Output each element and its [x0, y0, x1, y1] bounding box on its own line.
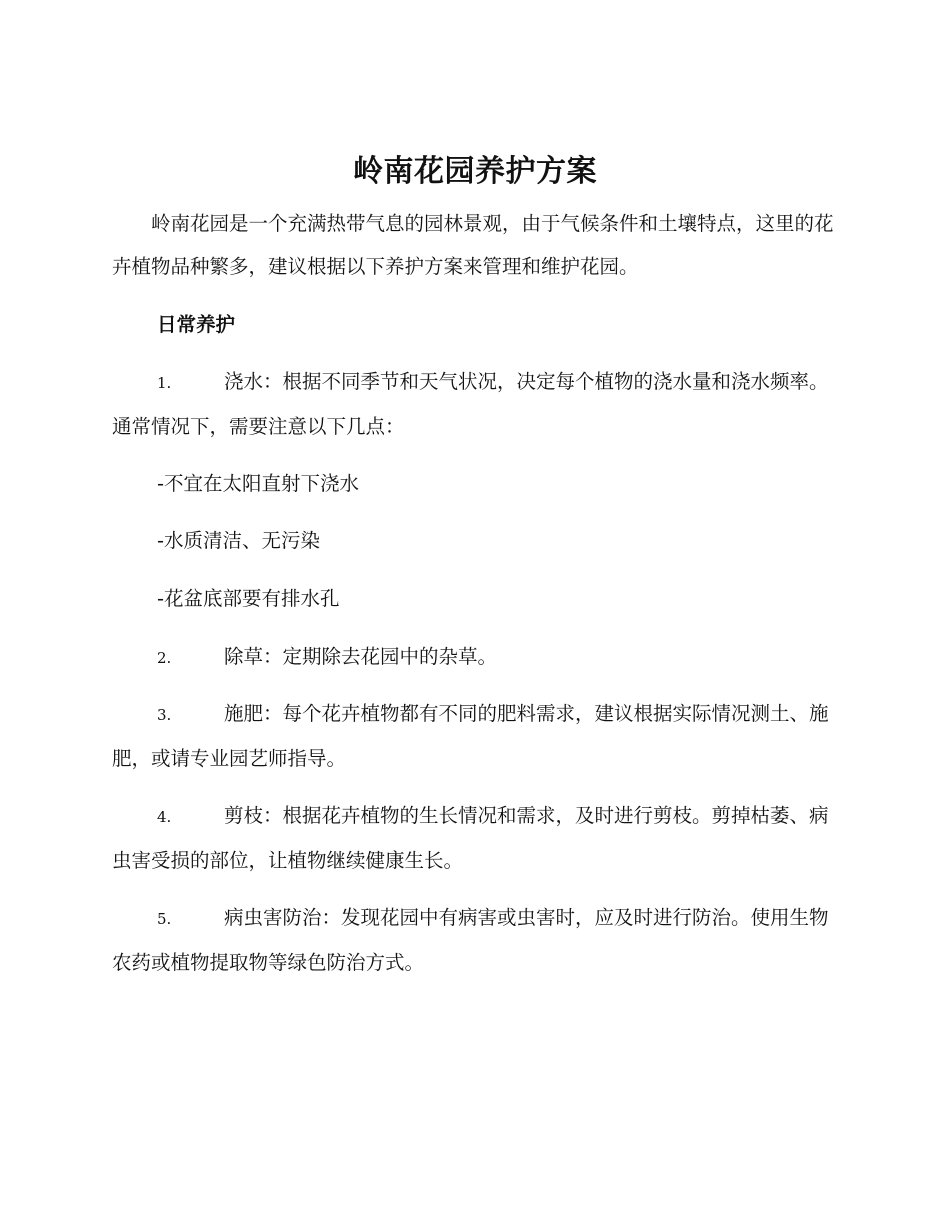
- list-item-text: 病虫害防治：发现花园中有病害或虫害时，应及时进行防治。使用生物农药或植物提取物等绿色防治方式。: [112, 906, 829, 974]
- list-item-number: 3.: [157, 706, 172, 724]
- list-item-number: 4.: [157, 808, 172, 826]
- intro-paragraph: 岭南花园是一个充满热带气息的园林景观，由于气候条件和土壤特点，这里的花卉植物品种繁多，建议根据以下养护方案来管理和维护花园。: [112, 212, 834, 278]
- watering-note: -花盆底部要有排水孔: [157, 587, 340, 610]
- list-item: [112, 896, 836, 984]
- watering-note: -不宜在太阳直射下浇水: [157, 472, 360, 495]
- list-item: [112, 635, 836, 680]
- list-item-text: 施肥：每个花卉植物都有不同的肥料需求，建议根据实际情况测土、施肥，或请专业园艺师指导。: [112, 702, 829, 770]
- list-item: [112, 692, 836, 780]
- list-item-text: 除草：定期除去花园中的杂草。: [224, 645, 498, 668]
- list-item-number: 5.: [157, 910, 172, 928]
- list-item-number: 2.: [157, 649, 172, 667]
- list-item-text: 浇水：根据不同季节和天气状况，决定每个植物的浇水量和浇水频率。通常情况下，需要注意以下几点：: [112, 370, 829, 438]
- watering-note: -水质清洁、无污染: [157, 529, 321, 552]
- list-item-text: 剪枝：根据花卉植物的生长情况和需求，及时进行剪枝。剪掉枯萎、病虫害受损的部位，让植物继续健康生长。: [112, 804, 829, 872]
- list-item: [112, 360, 836, 448]
- list-item-number: 1.: [157, 374, 172, 392]
- list-item: [112, 794, 836, 882]
- section-heading: 日常养护: [157, 313, 236, 336]
- page-title: 岭南花园养护方案: [353, 154, 597, 189]
